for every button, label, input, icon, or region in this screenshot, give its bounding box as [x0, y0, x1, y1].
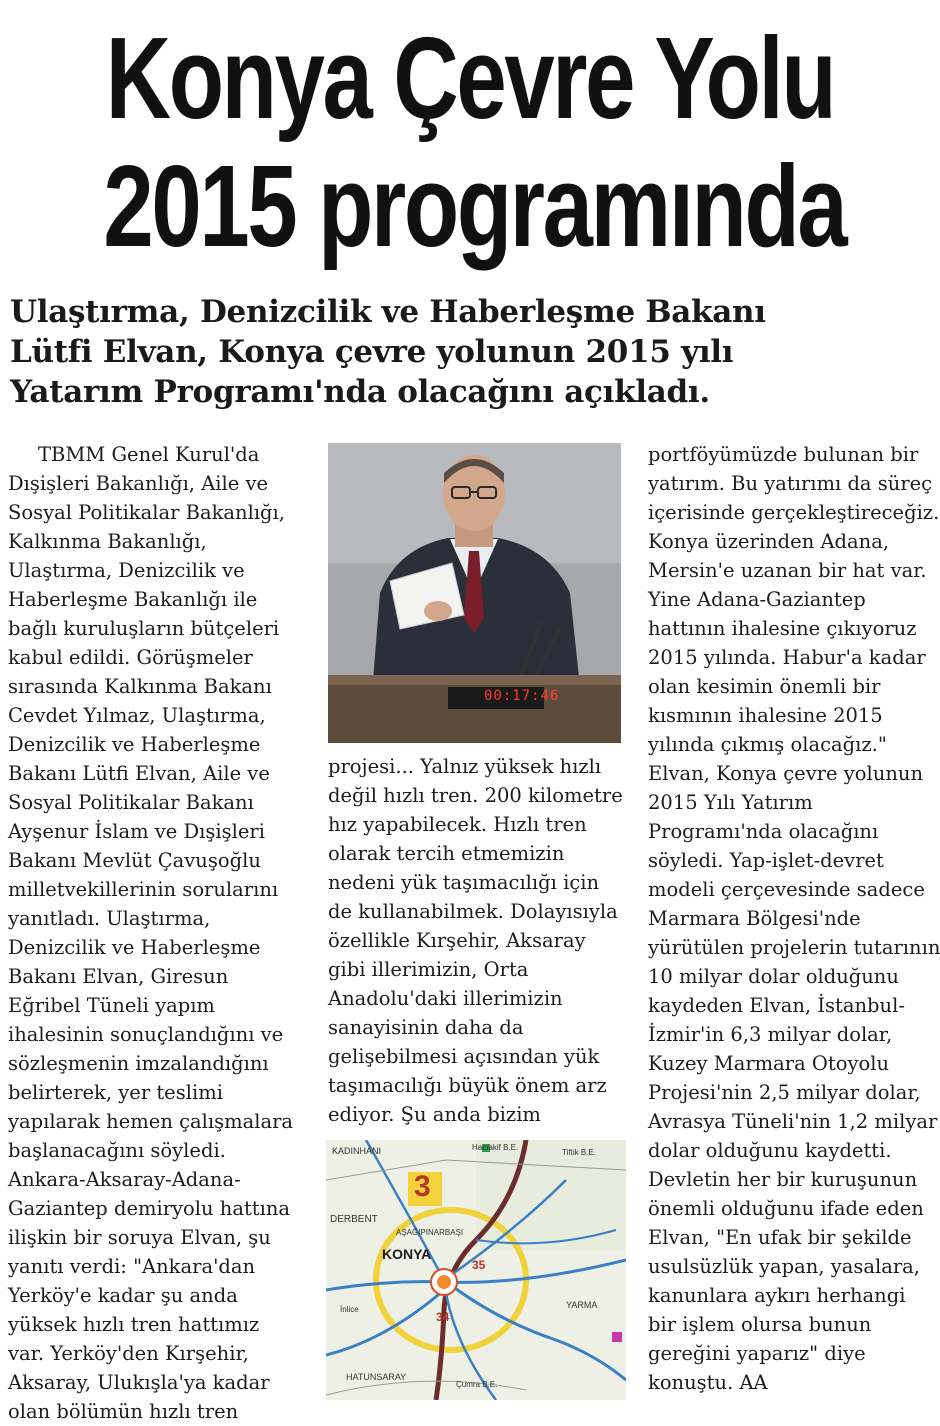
text-line: hattının ihalesine çıkıyoruz	[648, 617, 917, 640]
text-line: Dışişleri Bakanlığı, Aile ve	[8, 472, 269, 495]
text-line: özellikle Kırşehir, Aksaray	[328, 929, 586, 952]
map-label-inlice: İnlice	[340, 1305, 359, 1314]
text-line: Gaziantep demiryolu hattına	[8, 1197, 291, 1220]
text-line: Ayşenur İslam ve Dışişleri	[8, 820, 265, 843]
text-line: ihalesinin sonuçlandığını ve	[8, 1023, 284, 1046]
text-line: gibi illerimizin, Orta	[328, 958, 529, 981]
text-line: yatırım. Bu yatırımı da süreç	[648, 472, 933, 495]
text-line: kaydeden Elvan, İstanbul-	[648, 994, 905, 1017]
text-line: Anadolu'daki illerimizin	[328, 987, 563, 1010]
map-label-region-number: 3	[414, 1170, 431, 1203]
text-line: Sosyal Politikalar Bakanı	[8, 791, 254, 814]
text-line: bir işlem olursa bunun	[648, 1313, 872, 1336]
text-line: Eğribel Tüneli yapım	[8, 994, 215, 1017]
minister-photo	[328, 443, 621, 743]
text-line: olarak tercih etmemizin	[328, 842, 565, 865]
text-line: sanayisinin daha da	[328, 1016, 524, 1039]
text-line: Avrasya Tüneli'nin 1,2 milyar	[648, 1110, 938, 1133]
text-line: gereğini yaparız" diye	[648, 1342, 866, 1365]
text-line: Cevdet Yılmaz, Ulaştırma,	[8, 704, 266, 727]
text-line: Ulaştırma, Denizcilik ve	[8, 559, 245, 582]
map-label-hatunsaray: HATUNSARAY	[346, 1372, 407, 1382]
text-line: başlanacağını söyledi.	[8, 1139, 226, 1162]
text-line: Bakanı Mevlüt Çavuşoğlu	[8, 849, 261, 872]
text-line: Elvan, "En ufak bir şekilde	[648, 1226, 912, 1249]
text-line: usulsüzlük yapan, yasalara,	[648, 1255, 921, 1278]
text-line: 2015 yılında. Habur'a kadar	[648, 646, 926, 669]
text-line: Programı'nda olacağını	[648, 820, 879, 843]
headline-line-1: Konya Çevre Yolu	[105, 13, 835, 143]
text-line: önemli olduğunu ifade eden	[648, 1197, 924, 1220]
text-line: Haberleşme Bakanlığı ile	[8, 588, 258, 611]
text-line: İzmir'in 6,3 milyar dolar,	[648, 1023, 893, 1046]
text-line: Devletin her bir kuruşunun	[648, 1168, 918, 1191]
text-line: kısmının ihalesine 2015	[648, 704, 883, 727]
text-line: 2015 Yılı Yatırım	[648, 791, 813, 814]
text-line: değil hızlı tren. 200 kilometre	[328, 784, 623, 807]
text-line: Mersin'e uzanan bir hat var.	[648, 559, 927, 582]
map-label-konya: KONYA	[382, 1246, 432, 1262]
text-line: milletvekillerinin sorularını	[8, 878, 279, 901]
subhead-line: Ulaştırma, Denizcilik ve Haberleşme Bakanı	[10, 294, 766, 330]
text-line: projesi... Yalnız yüksek hızlı	[328, 755, 602, 778]
text-line: hız yapabilecek. Hızlı tren	[328, 813, 587, 836]
text-line: taşımacılığı büyük önem arz	[328, 1074, 607, 1097]
map-label-cumra: Çumra B.E.	[456, 1380, 498, 1389]
text-line: Elvan, Konya çevre yolunun	[648, 762, 924, 785]
map-label-asagipinarbasi: AŞAĞIPINARBAŞI	[396, 1228, 464, 1237]
map-label-derbent: DERBENT	[330, 1214, 378, 1225]
text-line: de kullanabilmek. Dolayısıyla	[328, 900, 618, 923]
text-line: ediyor. Şu anda bizim	[328, 1103, 541, 1126]
text-line: kabul edildi. Görüşmeler	[8, 646, 253, 669]
text-line: dolar olduğunu kaydetti.	[648, 1139, 892, 1162]
text-line: TBMM Genel Kurul'da	[38, 443, 260, 466]
text-line: nedeni yük taşımacılığı için	[328, 871, 600, 894]
text-line: 10 milyar dolar olduğunu	[648, 965, 899, 988]
subheadline	[10, 292, 935, 412]
map-label-kadinhani: KADINHANI	[332, 1146, 382, 1156]
text-line: yapılarak hemen çalışmalara	[8, 1110, 294, 1133]
text-line: gelişebilmesi açısından yük	[328, 1045, 600, 1068]
text-line: Denizcilik ve Haberleşme	[8, 733, 261, 756]
text-line: içerisinde gerçekleştireceğiz.	[648, 501, 940, 524]
text-line: Ankara-Aksaray-Adana-	[8, 1168, 241, 1191]
headline-line-2: 2015 programında	[103, 141, 846, 271]
article-column-1	[8, 440, 308, 1426]
headline	[103, 13, 846, 271]
text-line: ilişkin bir soruya Elvan, şu	[8, 1226, 271, 1249]
text-line: Yerköy'e kadar şu anda	[8, 1284, 238, 1307]
text-line: söyledi. Yap-işlet-devret	[648, 849, 884, 872]
subhead-line: Lütfi Elvan, Konya çevre yolunun 2015 yılı	[10, 334, 734, 370]
text-line: Projesi'nin 2,5 milyar dolar,	[648, 1081, 921, 1104]
article-column-3	[648, 440, 940, 1397]
text-line: sırasında Kalkınma Bakanı	[8, 675, 272, 698]
text-line: portföyümüzde bulunan bir	[648, 443, 919, 466]
text-line: Kalkınma Bakanlığı,	[8, 530, 207, 553]
text-line: Marmara Bölgesi'nde	[648, 907, 861, 930]
map-label-ring-34: 34	[436, 1310, 450, 1324]
podium-timer: 00:17:46	[484, 688, 560, 704]
text-line: Denizcilik ve Haberleşme	[8, 936, 261, 959]
text-line: Kuzey Marmara Otoyolu	[648, 1052, 890, 1075]
text-line: belirterek, yer teslimi	[8, 1081, 223, 1104]
map-label-tiftik: Tiftik B.E.	[562, 1148, 596, 1157]
text-line: Konya üzerinden Adana,	[648, 530, 890, 553]
text-line: yürütülen projelerin tutarının	[648, 936, 940, 959]
map-label-yarma: YARMA	[566, 1300, 598, 1310]
text-line: konuştu. AA	[648, 1371, 768, 1394]
text-line: kanunlara aykırı herhangi	[648, 1284, 906, 1307]
map-label-ring-35: 35	[472, 1258, 486, 1272]
konya-map	[326, 1140, 626, 1400]
text-line: yüksek hızlı tren hattımız	[8, 1313, 260, 1336]
text-line: yanıtladı. Ulaştırma,	[8, 907, 211, 930]
text-line: sözleşmenin imzalandığını	[8, 1052, 269, 1075]
text-line: Bakanı Elvan, Giresun	[8, 965, 229, 988]
article-column-2	[328, 752, 628, 1129]
text-line: modeli çerçevesinde sadece	[648, 878, 925, 901]
subhead-line: Yatarım Programı'nda olacağını açıkladı.	[10, 374, 710, 410]
text-line: olan kesimin önemli bir	[648, 675, 881, 698]
text-line: olan bölümün hızlı tren	[8, 1400, 239, 1423]
text-line: Aksaray, Ulukışla'ya kadar	[8, 1371, 270, 1394]
text-line: yanıtı verdi: "Ankara'dan	[8, 1255, 256, 1278]
text-line: bağlı kuruluşların bütçeleri	[8, 617, 280, 640]
map-label-hasanakif: Hacıakif B.E.	[472, 1143, 519, 1152]
text-line: yılında çıkmış olacağız."	[648, 733, 887, 756]
text-line: Yine Adana-Gaziantep	[648, 588, 866, 611]
text-line: Bakanı Lütfi Elvan, Aile ve	[8, 762, 270, 785]
text-line: var. Yerköy'den Kırşehir,	[8, 1342, 249, 1365]
text-line: Sosyal Politikalar Bakanlığı,	[8, 501, 285, 524]
